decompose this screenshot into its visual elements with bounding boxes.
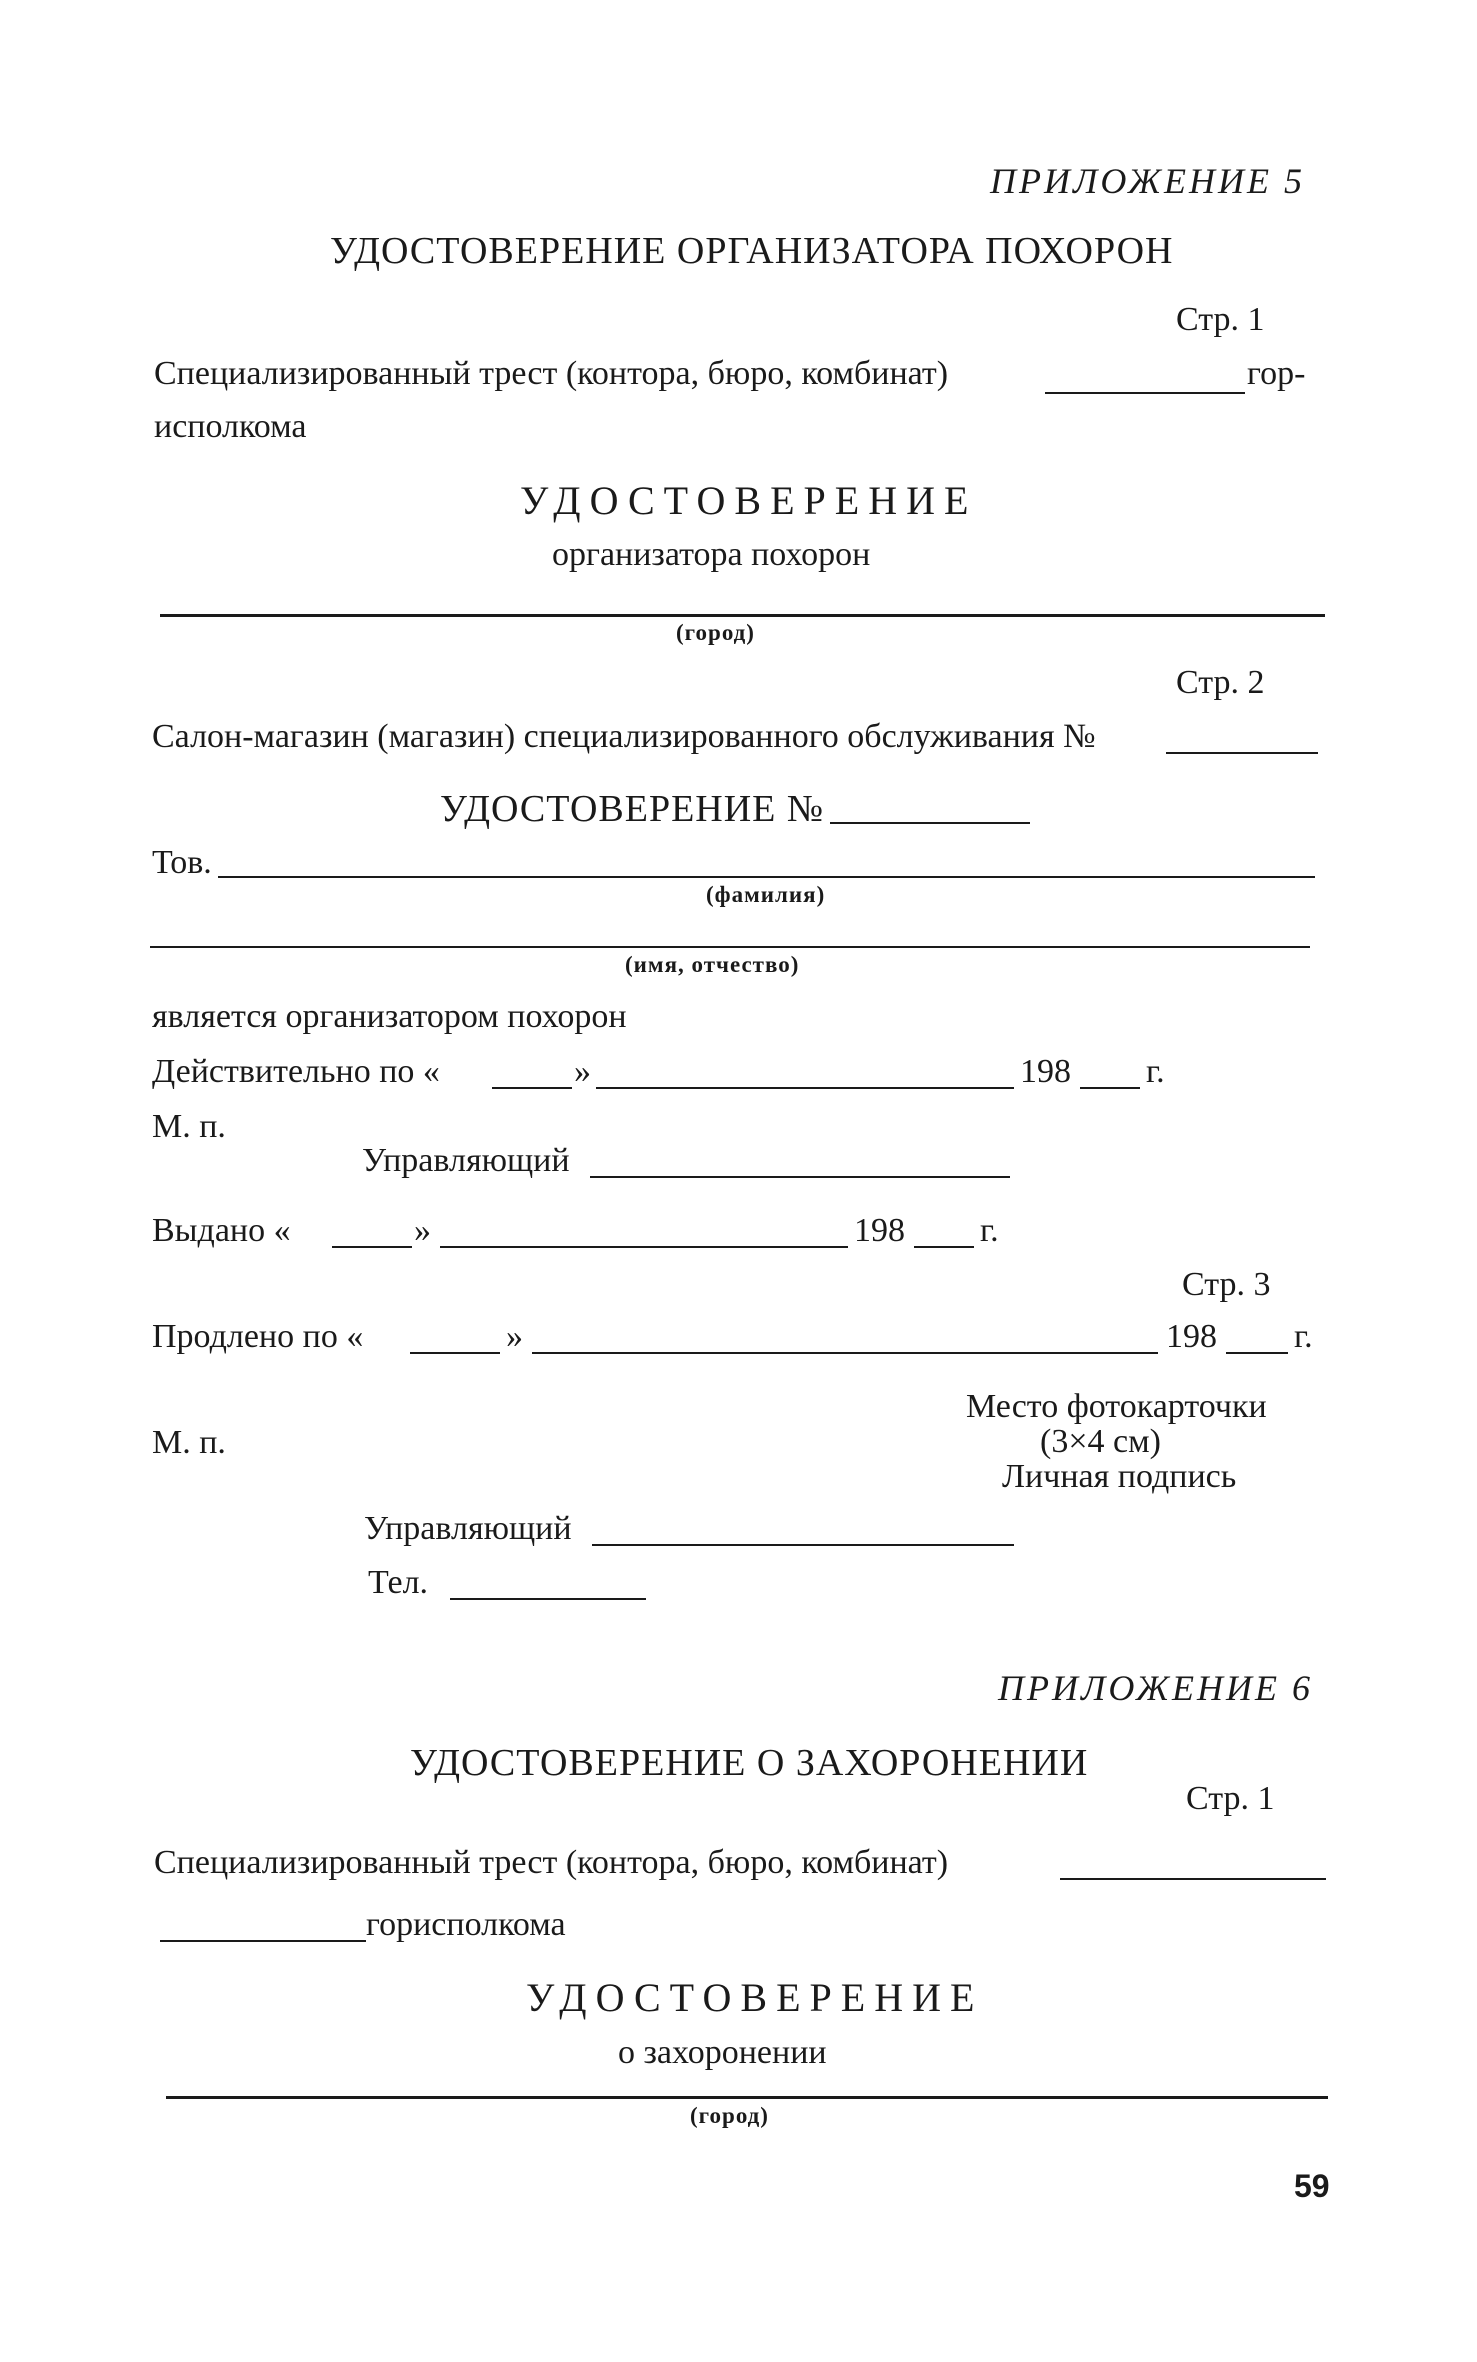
appendix-6-city-line	[166, 2096, 1328, 2099]
page-number: 59	[1294, 2168, 1330, 2204]
issued-quote-close: »	[414, 1212, 431, 1249]
issued-label: Выдано «	[152, 1212, 291, 1249]
appendix-6-certificate-title: УДОСТОВЕРЕНИЕ	[526, 1975, 984, 2020]
certificate-number-title: УДОСТОВЕРЕНИЕ №	[440, 788, 825, 830]
city-line	[160, 614, 1325, 617]
salon-number-blank	[1166, 752, 1318, 754]
valid-day-blank	[492, 1087, 572, 1089]
photo-place-label: Место фотокарточки	[966, 1388, 1267, 1425]
extended-quote-close: »	[506, 1318, 523, 1355]
signature-label: Личная подпись	[1002, 1458, 1237, 1495]
appendix-6-trust-line: Специализированный трест (контора, бюро, комбинат)	[154, 1844, 949, 1881]
appendix-6-trust-continuation: горисполкома	[366, 1906, 566, 1943]
appendix-6-trust-blank	[1060, 1878, 1326, 1880]
appendix-6-city-blank	[160, 1940, 366, 1942]
manager-signature-blank-2	[592, 1544, 1014, 1546]
salon-line: Салон-магазин (магазин) специализированного обслуживания №	[152, 718, 1096, 755]
page-3-label: Стр. 3	[1182, 1266, 1271, 1303]
extended-label: Продлено по «	[152, 1318, 364, 1355]
valid-year-blank	[1080, 1087, 1140, 1089]
page-1-label: Стр. 1	[1176, 301, 1265, 338]
issued-year-blank	[914, 1246, 974, 1248]
issued-year-suffix: г.	[980, 1212, 999, 1249]
issued-day-blank	[332, 1246, 412, 1248]
valid-month-blank	[596, 1087, 1014, 1089]
is-organizer-text: является организатором похорон	[152, 998, 627, 1035]
photo-size-label: (3×4 см)	[1040, 1423, 1161, 1460]
valid-quote-close: »	[574, 1053, 591, 1090]
appendix-6-city-caption: (город)	[690, 2103, 769, 2128]
tov-label: Тов.	[152, 844, 212, 881]
appendix-6-certificate-subtitle: о захоронении	[618, 2034, 827, 2071]
appendix-6-label: ПРИЛОЖЕНИЕ 6	[998, 1668, 1313, 1708]
trust-suffix: гор-	[1247, 355, 1306, 392]
certificate-title: УДОСТОВЕРЕНИЕ	[520, 478, 978, 523]
surname-line	[218, 876, 1315, 878]
extended-year-prefix: 198	[1166, 1318, 1217, 1355]
extended-day-blank	[410, 1352, 500, 1354]
valid-year-prefix: 198	[1020, 1053, 1071, 1090]
manager-label: Управляющий	[362, 1142, 570, 1179]
manager-label-2: Управляющий	[364, 1510, 572, 1547]
appendix-6-title: УДОСТОВЕРЕНИЕ О ЗАХОРОНЕНИИ	[410, 1742, 1089, 1784]
certificate-subtitle: организатора похорон	[552, 536, 871, 573]
phone-label: Тел.	[368, 1564, 429, 1601]
phone-blank	[450, 1598, 646, 1600]
manager-signature-blank	[590, 1176, 1010, 1178]
name-caption: (имя, отчество)	[625, 952, 800, 977]
issued-year-prefix: 198	[854, 1212, 905, 1249]
appendix-5-title: УДОСТОВЕРЕНИЕ ОРГАНИЗАТОРА ПОХОРОН	[330, 230, 1174, 272]
valid-until-label: Действительно по «	[152, 1053, 440, 1090]
appendix-5-label: ПРИЛОЖЕНИЕ 5	[990, 161, 1305, 201]
valid-year-suffix: г.	[1146, 1053, 1165, 1090]
trust-line: Специализированный трест (контора, бюро, комбинат)	[154, 355, 949, 392]
appendix-6-page-label: Стр. 1	[1186, 1780, 1275, 1817]
trust-blank	[1045, 392, 1245, 394]
extended-year-suffix: г.	[1294, 1318, 1313, 1355]
page-2-label: Стр. 2	[1176, 664, 1265, 701]
surname-caption: (фамилия)	[706, 882, 826, 907]
city-caption: (город)	[676, 620, 755, 645]
seal-mark: М. п.	[152, 1108, 226, 1145]
extended-month-blank	[532, 1352, 1158, 1354]
extended-year-blank	[1226, 1352, 1288, 1354]
trust-continuation: исполкома	[154, 408, 307, 445]
issued-month-blank	[440, 1246, 848, 1248]
name-line	[150, 946, 1310, 948]
certificate-number-blank	[830, 822, 1030, 824]
seal-mark-2: М. п.	[152, 1424, 226, 1461]
